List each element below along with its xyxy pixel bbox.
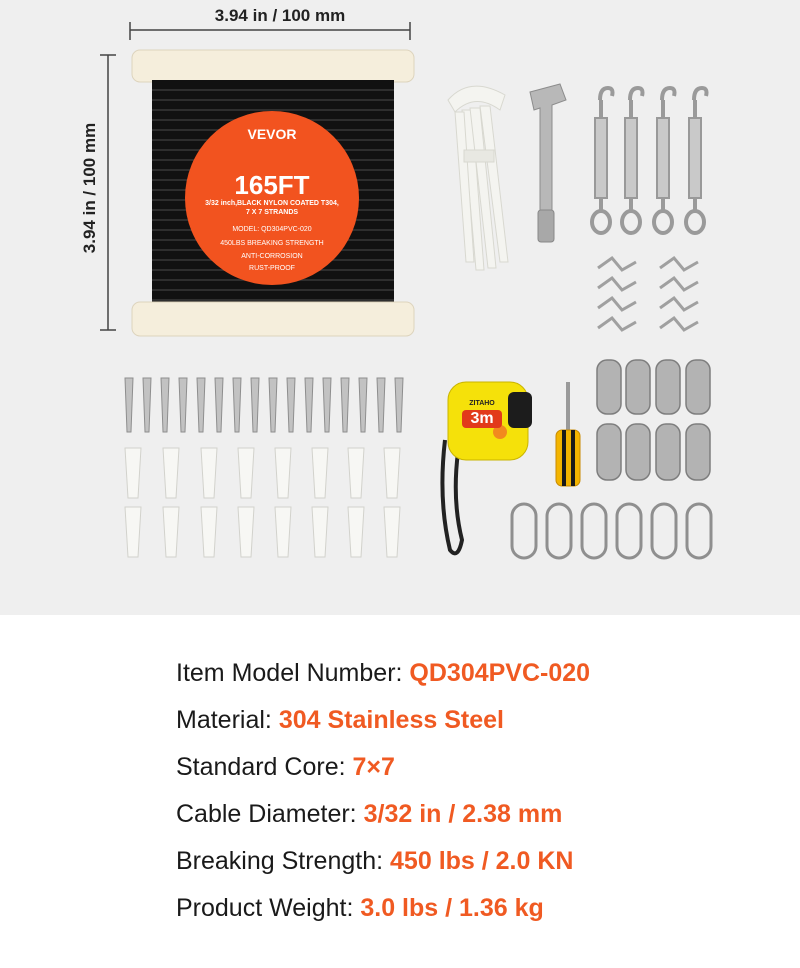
spec-model-number: Item Model Number: QD304PVC-020 (176, 659, 591, 687)
spool-length: 165FT (234, 170, 310, 200)
wire-rope-clamps (597, 360, 710, 480)
tape-brand: ZITAHO (469, 400, 495, 407)
spec-product-weight: Product Weight: 3.0 lbs / 1.36 kg (176, 894, 544, 922)
carabiners (512, 504, 711, 558)
rope-thimbles (598, 258, 698, 330)
spool-desc-line1: 3/32 inch,BLACK NYLON COATED T304, (205, 200, 339, 207)
l-wrench (530, 84, 566, 242)
spec-cable-diameter: Cable Diameter: 3/32 in / 2.38 mm (176, 800, 563, 828)
screwdriver (556, 382, 580, 486)
turnbuckles (592, 88, 707, 233)
wall-anchors (125, 448, 400, 557)
spec-standard-core: Standard Core: 7×7 (176, 753, 395, 781)
height-dimension-label: 3.94 in / 100 mm (80, 122, 99, 254)
zip-ties (448, 86, 508, 270)
spec-breaking-strength: Breaking Strength: 450 lbs / 2.0 KN (176, 847, 574, 875)
height-dimension-line (100, 55, 116, 330)
tape-measure (442, 382, 532, 553)
width-dimension-label: 3.94 in / 100 mm (214, 6, 346, 25)
spec-material: Material: 304 Stainless Steel (176, 706, 504, 734)
spool-feature-2: RUST-PROOF (249, 265, 295, 272)
spool-brand: VEVOR (247, 126, 297, 142)
spec-list (176, 650, 590, 932)
tape-size: 3m (462, 410, 502, 428)
screws (125, 378, 403, 432)
spool-desc-line2: 7 X 7 STRANDS (245, 209, 299, 216)
spool-feature-1: ANTI-CORROSION (241, 253, 303, 260)
spool-model: MODEL: QD304PVC-020 (232, 226, 312, 233)
spool-strength: 450LBS BREAKING STRENGTH (220, 240, 324, 247)
